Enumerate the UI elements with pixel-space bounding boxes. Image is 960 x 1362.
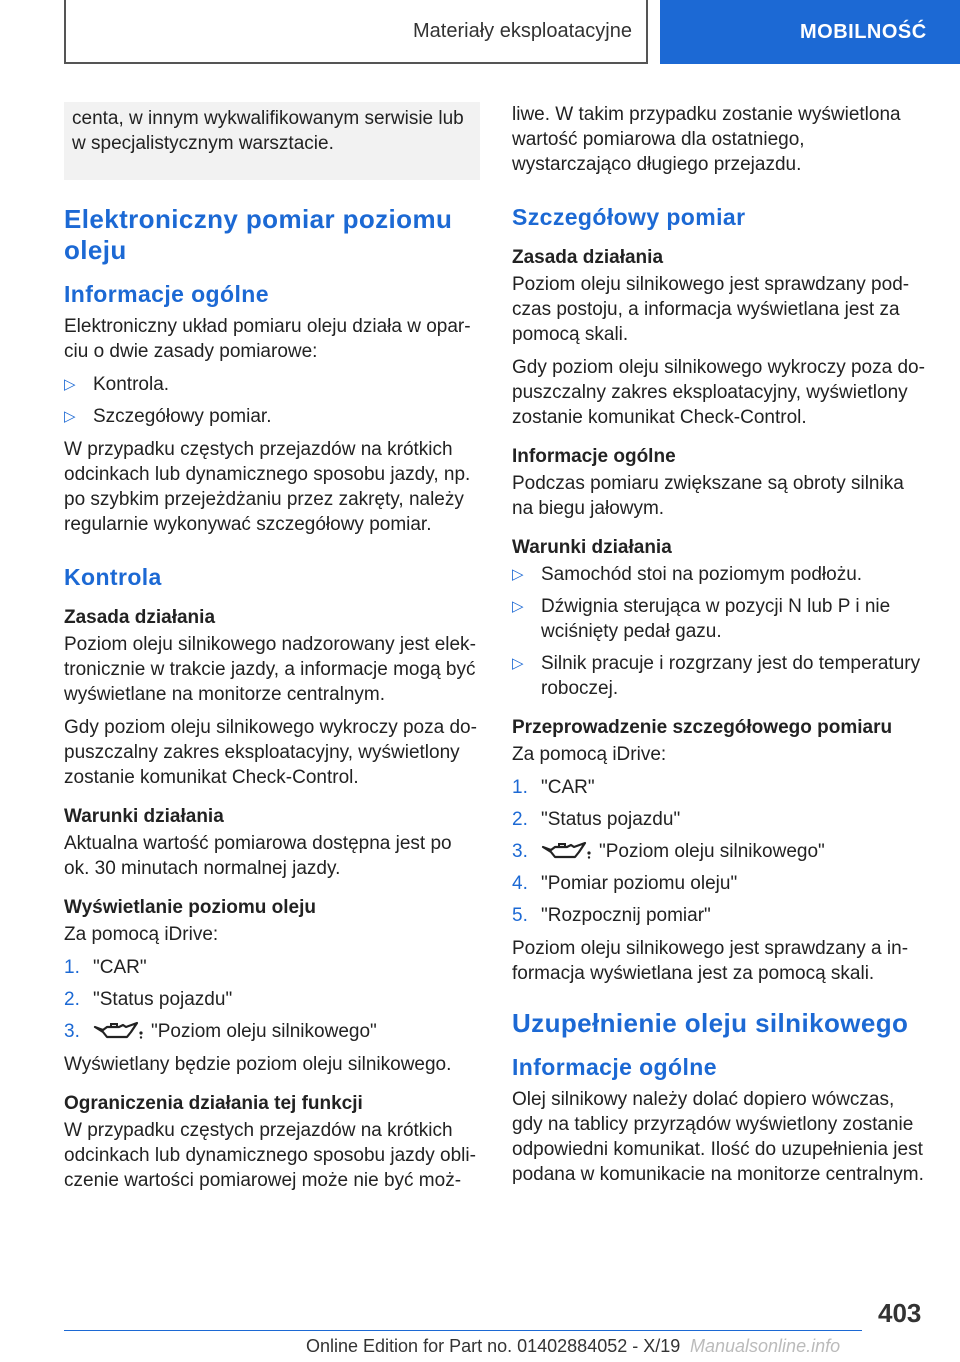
paragraph-general: Elektroniczny układ pomiaru oleju działa w oparciu o dwie zasady pomiarowe: — [64, 316, 471, 362]
step-text: "Status pojazdu" — [541, 809, 681, 830]
step-number: 3. — [512, 841, 528, 862]
paragraph-usage: W przypadku częstych przejazdów na krótkich odcinkach lub dynamicznego sposobu jazdy, np. po szybkim przejeżdżaniu przez zakręty, należy regularnie wykonywać szczegółowy pomiar. — [64, 439, 471, 535]
paragraph-display-result: Wyświetlany będzie poziom oleju silnikowego. — [64, 1054, 452, 1075]
list-item — [512, 775, 928, 800]
paragraph-operation-1: Poziom oleju silnikowego jest sprawdzany podczas postoju, a informacja wyświetlana jest za pomocą skali. — [512, 274, 910, 345]
list-item — [64, 1019, 480, 1044]
heading-detailed-measurement: Szczegółowy pomiar — [512, 204, 746, 230]
left-column — [64, 102, 480, 1201]
oil-can-icon — [541, 841, 593, 859]
list-item — [512, 562, 928, 587]
paragraph-display-intro: Za pomocą iDrive: — [64, 924, 219, 945]
paragraph-operation-1: Poziom oleju silnikowego nadzorowany jest elektronicznie w trakcie jazdy, a informacje mogą być wyświetlane na monitorze centralnym. — [64, 634, 476, 705]
list-item-text: Dźwignia sterująca w pozycji N lub P i nie wciśnięty pedał gazu. — [541, 596, 891, 642]
heading-control: Kontrola — [64, 564, 162, 590]
heading-general-info: Informacje ogólne — [64, 281, 269, 307]
conditions-list — [512, 562, 928, 701]
note-text: centa, w innym wykwalifikowanym serwisie lub w specjalistycznym warsztacie. — [72, 108, 464, 154]
triangle-right-icon: ▷ — [512, 655, 524, 672]
subheading-general-info: Informacje ogólne — [512, 446, 676, 467]
paragraph-conditions: Aktualna wartość pomiarowa dostępna jest po ok. 30 minutach normalnej jazdy. — [64, 833, 452, 879]
list-item — [512, 594, 928, 644]
section-title-oil-measurement: Elektroniczny pomiar poziomu oleju — [64, 204, 453, 265]
footer-watermark: Manualsonline.info — [690, 1336, 841, 1356]
step-number: 2. — [512, 809, 528, 830]
triangle-right-icon: ▷ — [64, 376, 76, 393]
triangle-right-icon: ▷ — [512, 566, 524, 583]
triangle-right-icon: ▷ — [64, 408, 76, 425]
principles-list — [64, 372, 480, 429]
list-item — [512, 871, 928, 896]
step-number: 2. — [64, 989, 80, 1010]
step-text: "Poziom oleju silnikowego" — [151, 1021, 377, 1042]
subheading-perform-measurement: Przeprowadzenie szczegółowego pomiaru — [512, 717, 893, 738]
list-item-text: Szczegółowy pomiar. — [93, 406, 272, 427]
triangle-right-icon: ▷ — [512, 598, 524, 615]
footer-edition: Online Edition for Part no. 01402884052 - X/19 — [306, 1336, 681, 1356]
section-title-refill: Uzupełnienie oleju silnikowego — [512, 1008, 909, 1038]
list-item-text: Kontrola. — [93, 374, 170, 395]
subheading-operation: Zasada działania — [512, 247, 664, 268]
subheading-conditions: Warunki działania — [512, 537, 672, 558]
header-section-label: Materiały eksploatacyjne — [413, 19, 632, 42]
step-number: 5. — [512, 905, 528, 926]
note-box — [64, 102, 480, 180]
footer-divider — [64, 1330, 862, 1331]
subheading-conditions: Warunki działania — [64, 806, 224, 827]
step-text: "CAR" — [93, 957, 147, 978]
list-item — [512, 651, 928, 701]
list-item — [64, 404, 480, 429]
paragraph-operation-2: Gdy poziom oleju silnikowego wykroczy poza dopuszczalny zakres eksploatacyjny, wyświetlony zostanie komunikat Check-Control. — [64, 717, 477, 788]
step-number: 1. — [64, 957, 80, 978]
paragraph-limits: W przypadku częstych przejazdów na krótkich odcinkach lub dynamicznego sposobu jazdy obliczenie wartości pomiarowej może nie być moż- — [64, 1120, 476, 1191]
list-item — [512, 807, 928, 832]
right-column — [512, 102, 928, 1195]
subheading-operation: Zasada działania — [64, 607, 216, 628]
list-item — [64, 955, 480, 980]
step-number: 4. — [512, 873, 528, 894]
display-steps-list — [64, 955, 480, 1044]
header-chapter-label: MOBILNOŚĆ — [800, 20, 927, 43]
paragraph-general: Podczas pomiaru zwiększane są obroty silnika na biegu jałowym. — [512, 473, 904, 519]
page-number: 403 — [878, 1298, 922, 1328]
list-item-text: Silnik pracuje i rozgrzany jest do temperatury roboczej. — [541, 653, 921, 699]
step-text: "Rozpocznij pomiar" — [541, 905, 711, 926]
header-chapter-tab — [660, 0, 960, 64]
list-item — [64, 372, 480, 397]
header-section-title — [64, 0, 648, 64]
step-number: 1. — [512, 777, 528, 798]
oil-can-icon — [93, 1021, 145, 1039]
subheading-limits: Ograniczenia działania tej funkcji — [64, 1093, 363, 1114]
list-item — [512, 839, 928, 864]
step-number: 3. — [64, 1021, 80, 1042]
paragraph-perform-result: Poziom oleju silnikowego jest sprawdzany a informacja wyświetlana jest za pomocą skali. — [512, 938, 909, 984]
paragraph-refill: Olej silnikowy należy dolać dopiero wówczas, gdy na tablicy przyrządów wyświetlony zostanie odpowiedni komunikat. Ilość do uzupełnienia jest podana w komunikacie na monitorze centralnym. — [512, 1089, 924, 1185]
step-text: "Poziom oleju silnikowego" — [599, 841, 825, 862]
subheading-display-level: Wyświetlanie poziomu oleju — [64, 897, 316, 918]
list-item-text: Samochód stoi na poziomym podłożu. — [541, 564, 863, 585]
paragraph-perform-intro: Za pomocą iDrive: — [512, 744, 667, 765]
step-text: "Status pojazdu" — [93, 989, 233, 1010]
list-item — [512, 903, 928, 928]
step-text: "Pomiar poziomu oleju" — [541, 873, 738, 894]
paragraph-continued: liwe. W takim przypadku zostanie wyświetlona wartość pomiarowa dla ostatniego, wystarczająco długiego przejazdu. — [512, 104, 901, 175]
list-item — [64, 987, 480, 1012]
heading-refill-general: Informacje ogólne — [512, 1054, 717, 1080]
perform-steps-list — [512, 775, 928, 928]
step-text: "CAR" — [541, 777, 595, 798]
paragraph-operation-2: Gdy poziom oleju silnikowego wykroczy poza dopuszczalny zakres eksploatacyjny, wyświetlony zostanie komunikat Check-Control. — [512, 357, 925, 428]
